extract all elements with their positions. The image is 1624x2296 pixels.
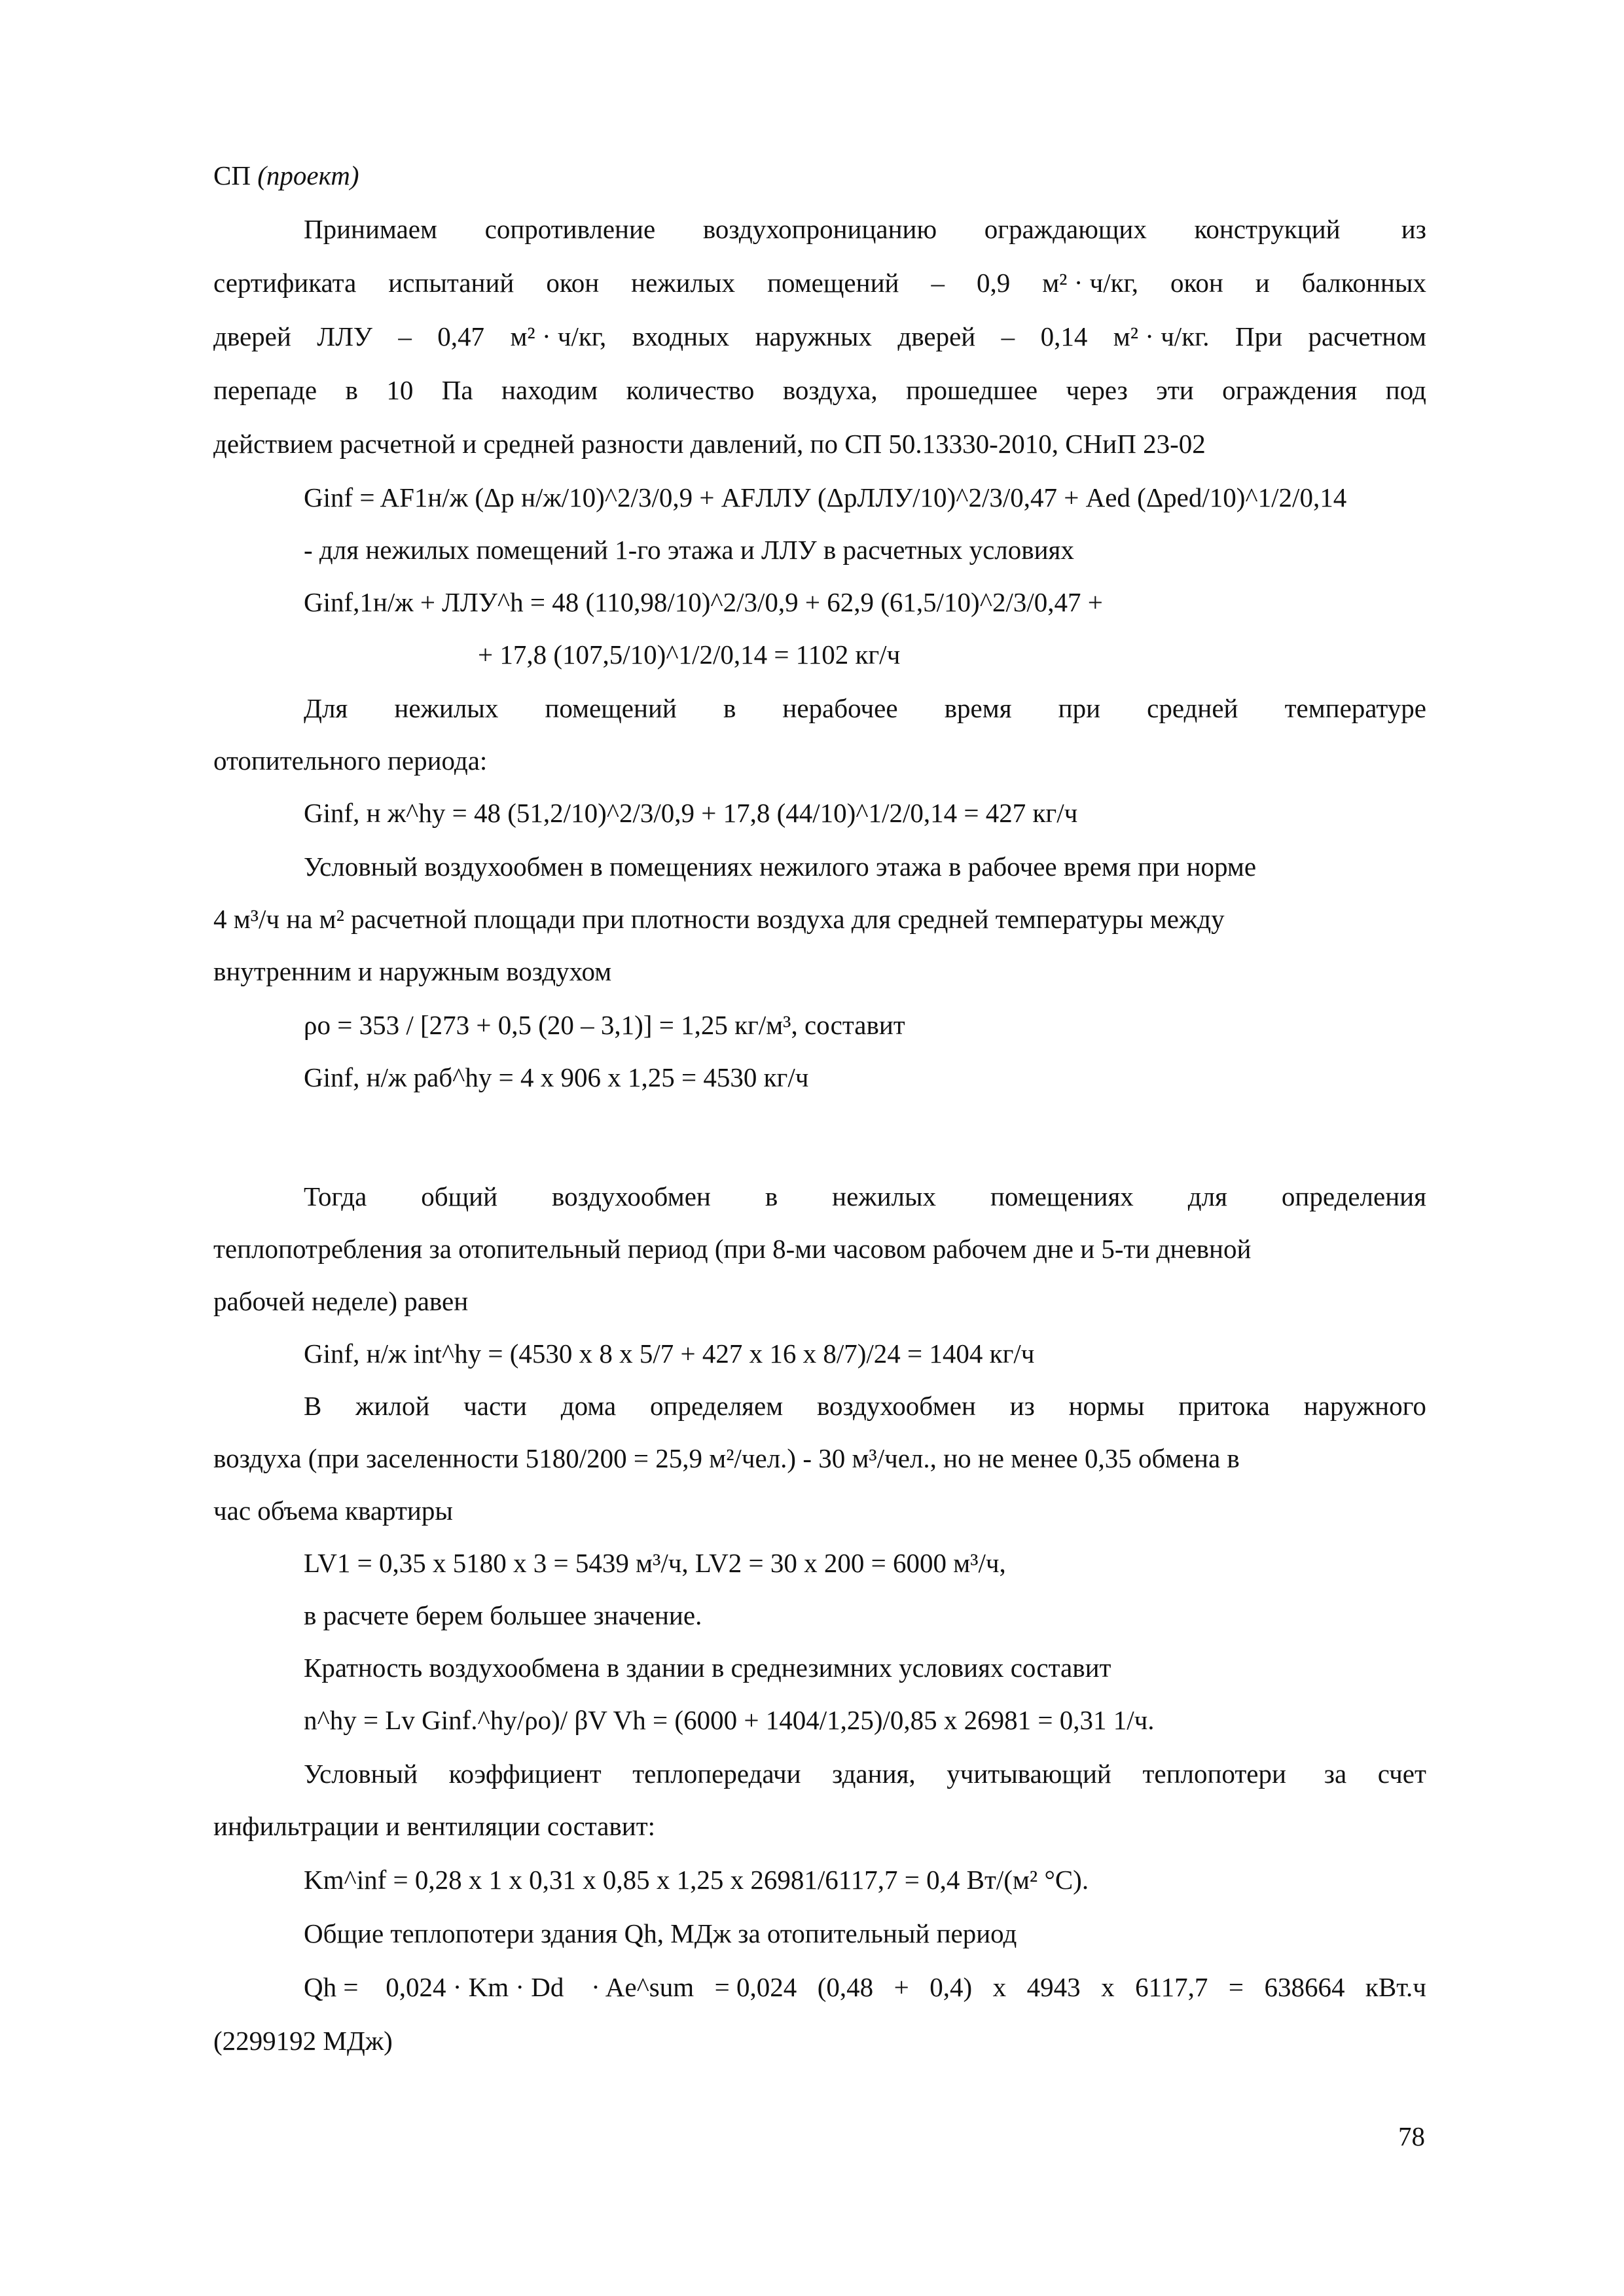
para4-line2: теплопотребления за отопительный период (при 8-ми часовом рабочем дне и 5-ти дневной xyxy=(213,1234,1252,1264)
para8: Общие теплопотери здания Qh, МДж за отопительный период xyxy=(304,1918,1017,1948)
para4-line1: Тогда общий воздухообмен в нежилых помещениях для определения xyxy=(304,1181,1426,1211)
para1-line5: действием расчетной и средней разности давлений, по СП 50.13330-2010, СНиП 23-02 xyxy=(213,429,1206,459)
para1-line2: сертификата испытаний окон нежилых помещений – 0,9 м² · ч/кг, окон и балконных xyxy=(213,268,1426,298)
formula-ginf-h-line2: + 17,8 (107,5/10)^1/2/0,14 = 1102 кг/ч xyxy=(478,639,901,670)
formula-ginf-int: Ginf, н/ж int^hy = (4530 x 8 x 5/7 + 427 x 16 x 8/7)/24 = 1404 кг/ч xyxy=(304,1338,1035,1369)
para2-line2: отопительного периода: xyxy=(213,745,488,776)
formula-ginf-h-line1: Ginf,1н/ж + ЛЛУ^h = 48 (110,98/10)^2/3/0,9 + 62,9 (61,5/10)^2/3/0,47 + xyxy=(304,587,1103,617)
formula-qh: Qh = 0,024 · Km · Dd · Ae^sum = 0,024 (0,48 + 0,4) x 4943 x 6117,7 = 638664 кВт.ч xyxy=(304,1972,1426,2002)
formula-km: Km^inf = 0,28 x 1 x 0,31 x 0,85 x 1,25 x 26981/6117,7 = 0,4 Вт/(м² °С). xyxy=(304,1865,1089,1895)
note-larger-value: в расчете берем большее значение. xyxy=(304,1600,702,1630)
note-first-floor: - для нежилых помещений 1-го этажа и ЛЛУ в расчетных условиях xyxy=(304,535,1074,565)
para5-line2: воздуха (при заселенности 5180/200 = 25,9 м²/чел.) - 30 м³/чел., но не менее 0,35 обмена в xyxy=(213,1443,1240,1473)
header-prefix: СП xyxy=(213,160,251,190)
header-note: (проект) xyxy=(257,160,359,190)
page-number: 78 xyxy=(1398,2121,1425,2151)
para4-line3: рабочей неделе) равен xyxy=(213,1286,469,1316)
para3-line1: Условный воздухообмен в помещениях нежилого этажа в рабочее время при норме xyxy=(304,852,1257,882)
para1-line1: Принимаем сопротивление воздухопроницанию ограждающих конструкций из xyxy=(304,214,1426,244)
para2-line1: Для нежилых помещений в нерабочее время при средней температуре xyxy=(304,693,1426,723)
para5-line1: В жилой части дома определяем воздухообмен из нормы притока наружного xyxy=(304,1391,1426,1421)
formula-n: n^hy = Lv Ginf.^hy/ρo)/ βV Vh = (6000 + 1404/1,25)/0,85 x 26981 = 0,31 1/ч. xyxy=(304,1705,1155,1735)
formula-lv: LV1 = 0,35 x 5180 x 3 = 5439 м³/ч, LV2 = 30 x 200 = 6000 м³/ч, xyxy=(304,1548,1006,1578)
formula-rho: ρo = 353 / [273 + 0,5 (20 – 3,1)] = 1,25 кг/м³, составит xyxy=(304,1010,905,1040)
para6: Кратность воздухообмена в здании в среднезимних условиях составит xyxy=(304,1653,1111,1683)
para3-line2: 4 м³/ч на м² расчетной площади при плотности воздуха для средней температуры между xyxy=(213,904,1225,934)
para1-line4: перепаде в 10 Па находим количество воздуха, прошедшее через эти ограждения под xyxy=(213,375,1426,405)
para5-line3: час объема квартиры xyxy=(213,1496,453,1526)
para1-line3: дверей ЛЛУ – 0,47 м² · ч/кг, входных наружных дверей – 0,14 м² · ч/кг. При расчетном xyxy=(213,321,1426,351)
formula-qh-mj: (2299192 МДж) xyxy=(213,2026,393,2056)
formula-ginf: Ginf = AF1н/ж (Δp н/ж/10)^2/3/0,9 + AFЛЛУ (ΔpЛЛУ/10)^2/3/0,47 + Aed (Δped/10)^1/2/0,14 xyxy=(304,482,1347,512)
para3-line3: внутренним и наружным воздухом xyxy=(213,956,612,986)
para7-line2: инфильтрации и вентиляции составит: xyxy=(213,1811,656,1841)
page-header xyxy=(213,162,359,189)
formula-ginf-hy: Ginf, н ж^hy = 48 (51,2/10)^2/3/0,9 + 17,8 (44/10)^1/2/0,14 = 427 кг/ч xyxy=(304,798,1078,828)
para7-line1: Условный коэффициент теплопередачи здания, учитывающий теплопотери за счет xyxy=(304,1759,1426,1789)
formula-ginf-work: Ginf, н/ж раб^hy = 4 x 906 x 1,25 = 4530 кг/ч xyxy=(304,1062,809,1092)
